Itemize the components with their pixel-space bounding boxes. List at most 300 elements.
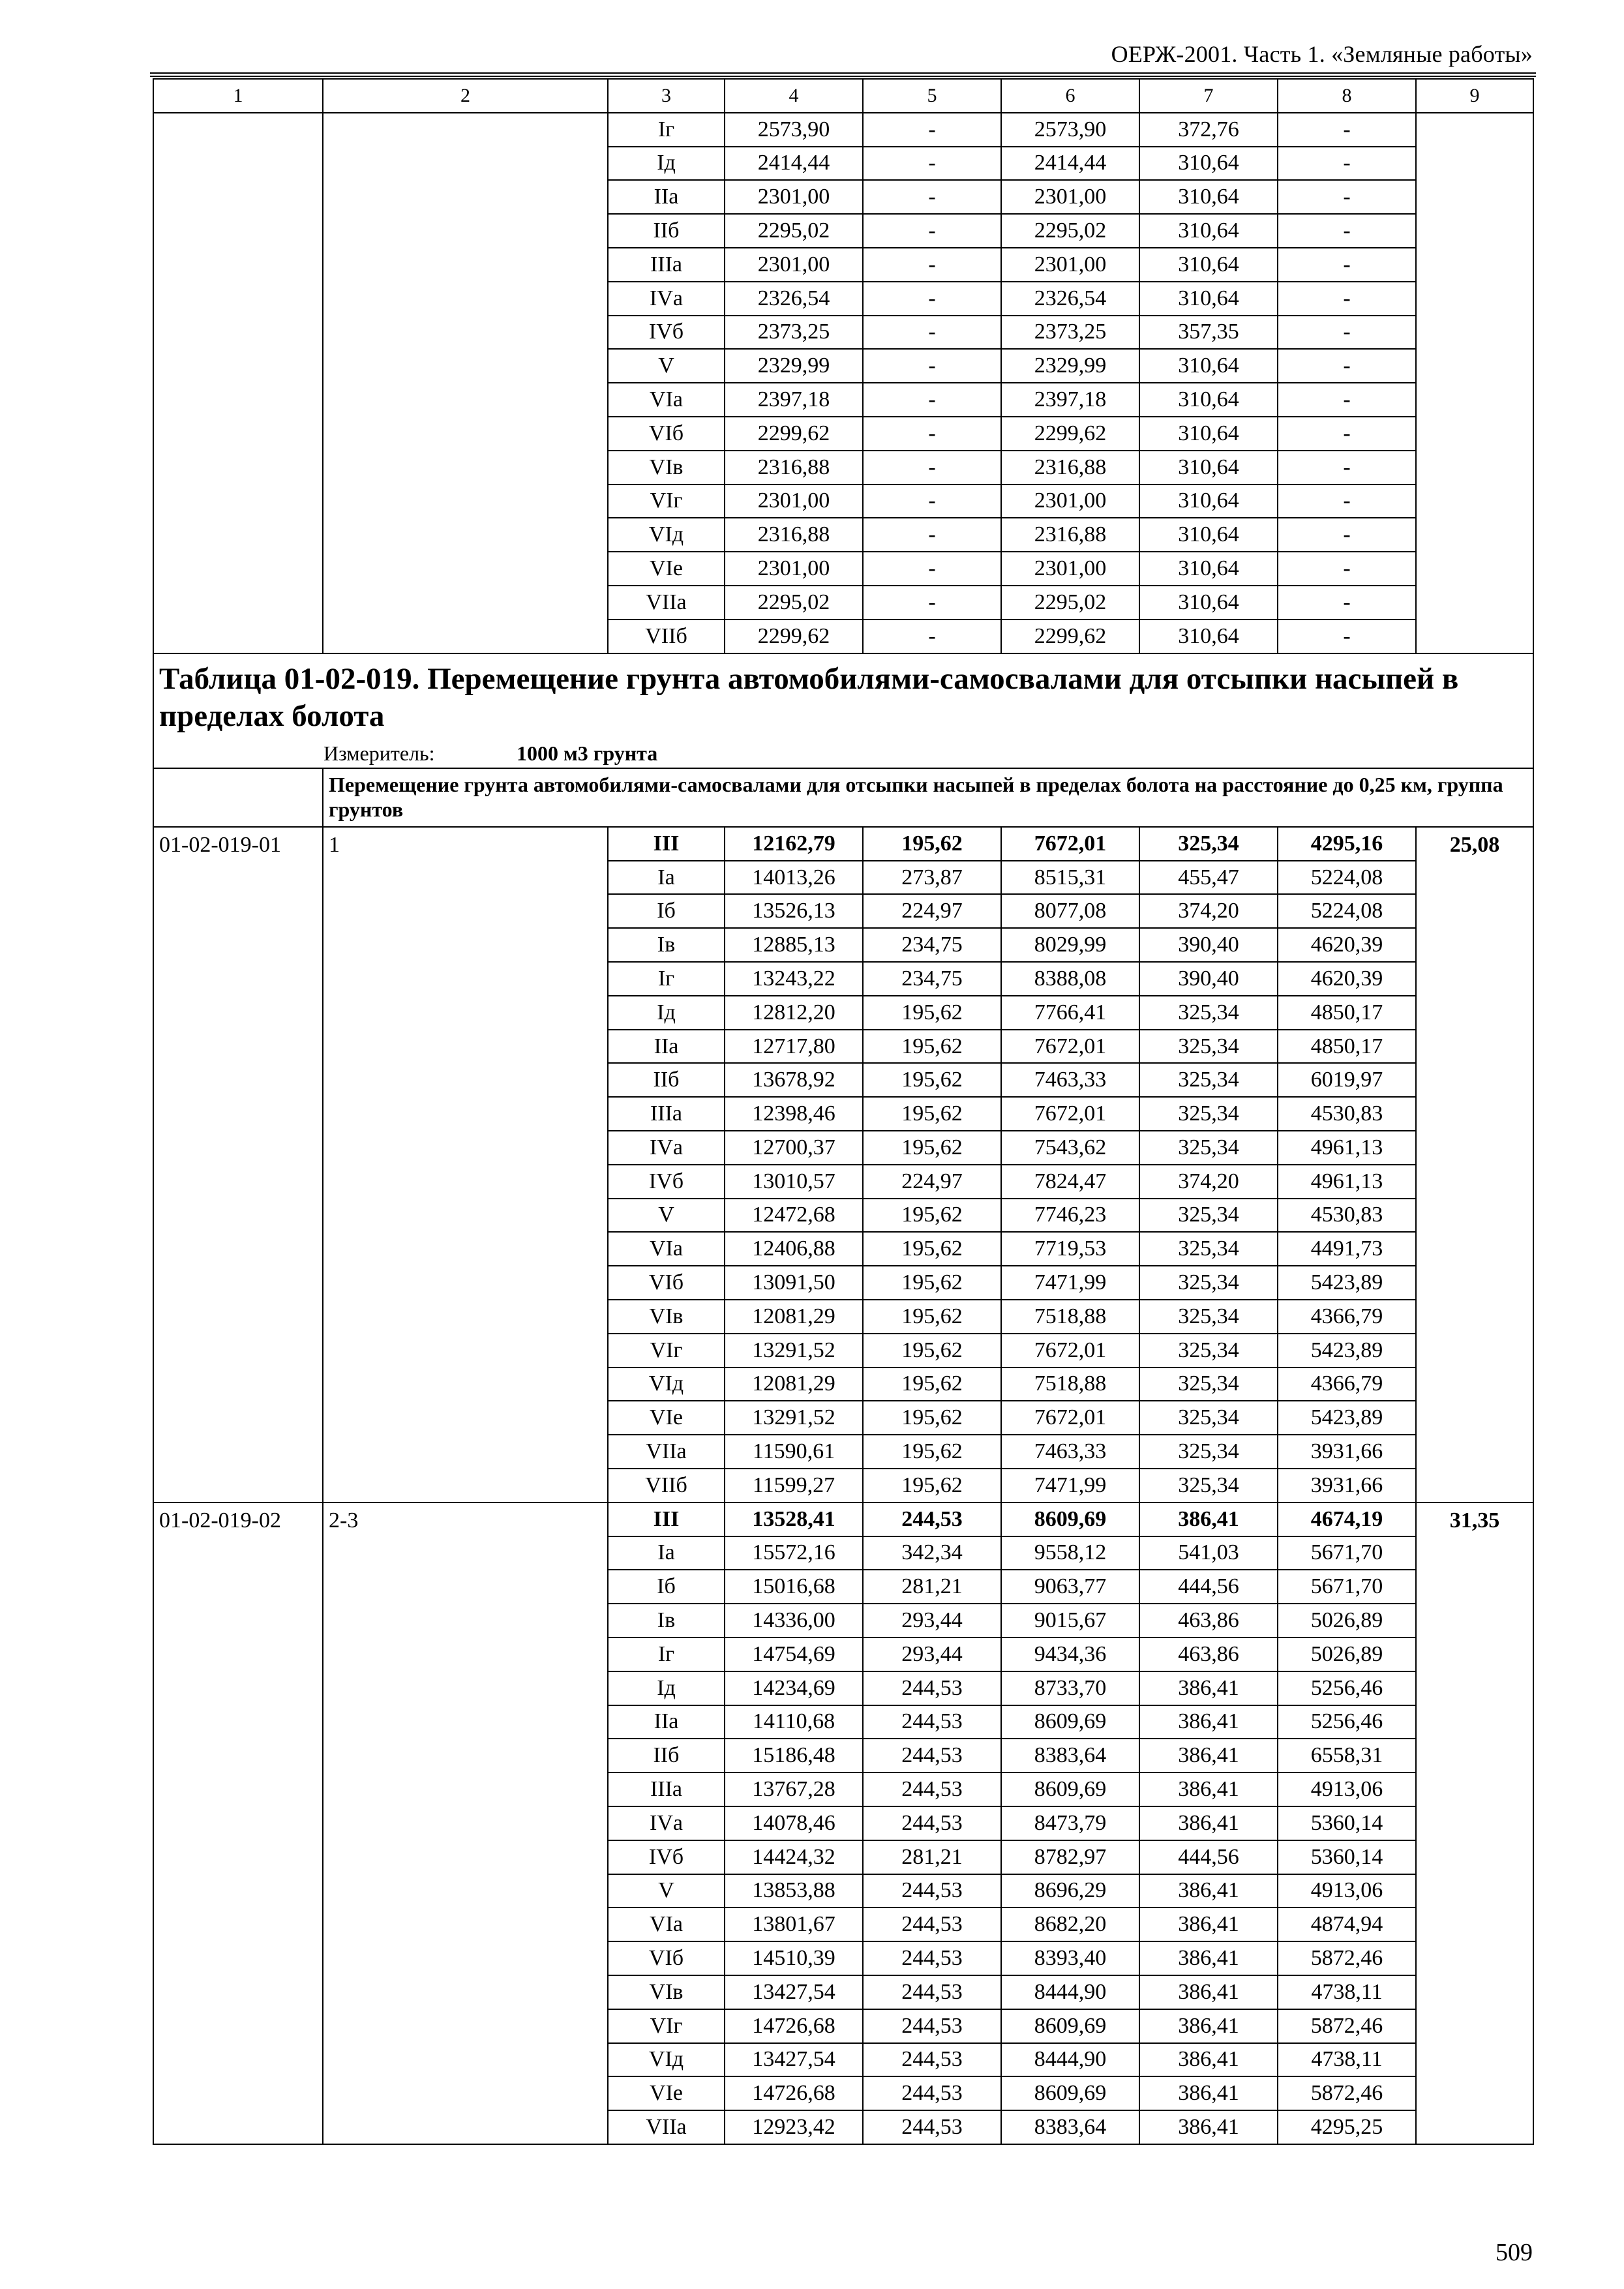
table-cell: - xyxy=(1278,620,1416,653)
table-cell: 2373,25 xyxy=(1001,316,1139,350)
table-cell: 195,62 xyxy=(863,1368,1001,1401)
column-number: 3 xyxy=(608,79,725,113)
table-cell: 8609,69 xyxy=(1001,1773,1139,1806)
table-cell: 386,41 xyxy=(1139,1975,1278,2009)
table-cell: 2299,62 xyxy=(1001,417,1139,451)
table-cell: 444,56 xyxy=(1139,1840,1278,1874)
item-col9: 25,08 xyxy=(1416,827,1533,1503)
table-cell: 5360,14 xyxy=(1278,1840,1416,1874)
item-code: 01-02-019-01 xyxy=(153,827,323,1503)
table-cell: 13427,54 xyxy=(725,2043,863,2077)
table-cell: 5423,89 xyxy=(1278,1266,1416,1300)
table-cell: 541,03 xyxy=(1139,1536,1278,1570)
table-cell: 325,34 xyxy=(1139,1131,1278,1165)
table-cell: 3931,66 xyxy=(1278,1435,1416,1469)
table-cell: IVб xyxy=(608,1165,725,1199)
table-cell: IIIа xyxy=(608,1773,725,1806)
table-cell: Iа xyxy=(608,861,725,895)
table-cell: 386,41 xyxy=(1139,1739,1278,1773)
table-cell: 9434,36 xyxy=(1001,1638,1139,1671)
table-cell: 4738,11 xyxy=(1278,2043,1416,2077)
table-cell: 4366,79 xyxy=(1278,1368,1416,1401)
table-cell: 244,53 xyxy=(863,2009,1001,2043)
table-cell: 4850,17 xyxy=(1278,996,1416,1030)
table-cell: 14726,68 xyxy=(725,2076,863,2110)
table-cell: VIд xyxy=(608,1368,725,1401)
table-cell: - xyxy=(863,485,1001,518)
table-cell: - xyxy=(1278,451,1416,485)
section-heading-row xyxy=(153,768,1533,827)
column-number: 1 xyxy=(153,79,323,113)
table-cell: 2301,00 xyxy=(725,552,863,586)
table-cell: 195,62 xyxy=(863,1334,1001,1368)
table-cell: 12081,29 xyxy=(725,1300,863,1334)
column-number: 2 xyxy=(323,79,608,113)
table-cell: 8733,70 xyxy=(1001,1671,1139,1705)
table-cell: 8388,08 xyxy=(1001,962,1139,996)
table-title-cell xyxy=(153,653,1533,769)
table-cell: 11599,27 xyxy=(725,1469,863,1503)
table-cell: 14234,69 xyxy=(725,1671,863,1705)
table-cell: IIIа xyxy=(608,1097,725,1131)
table-cell: VIд xyxy=(608,518,725,552)
table-cell: 310,64 xyxy=(1139,180,1278,214)
table-cell: 7719,53 xyxy=(1001,1232,1139,1266)
table-cell: 14013,26 xyxy=(725,861,863,895)
table-cell: 325,34 xyxy=(1139,1232,1278,1266)
table-cell: 2301,00 xyxy=(1001,248,1139,282)
table-row xyxy=(153,1503,1533,1536)
table-title-row xyxy=(153,653,1533,769)
table-cell: 195,62 xyxy=(863,1435,1001,1469)
table-cell: VIг xyxy=(608,2009,725,2043)
table-cell: 325,34 xyxy=(1139,1469,1278,1503)
table-cell: 2397,18 xyxy=(1001,383,1139,417)
table-cell: 463,86 xyxy=(1139,1638,1278,1671)
table-cell: - xyxy=(1278,113,1416,147)
table-cell: 310,64 xyxy=(1139,417,1278,451)
table-cell: 12398,46 xyxy=(725,1097,863,1131)
table-cell: 8444,90 xyxy=(1001,1975,1139,2009)
table-cell: 386,41 xyxy=(1139,2110,1278,2144)
table-cell: III xyxy=(608,827,725,861)
table-cell: 5872,46 xyxy=(1278,1941,1416,1975)
table-cell: 9063,77 xyxy=(1001,1570,1139,1604)
table-cell: - xyxy=(863,282,1001,316)
table-cell: VIе xyxy=(608,1401,725,1435)
table-cell: - xyxy=(863,552,1001,586)
table-cell: - xyxy=(1278,417,1416,451)
table-cell: 310,64 xyxy=(1139,383,1278,417)
table-cell: 5360,14 xyxy=(1278,1806,1416,1840)
table-cell: - xyxy=(1278,248,1416,282)
table-cell: 310,64 xyxy=(1139,586,1278,620)
table-cell: 12162,79 xyxy=(725,827,863,861)
table-cell: 310,64 xyxy=(1139,282,1278,316)
table-cell: - xyxy=(1278,485,1416,518)
table-cell: 2295,02 xyxy=(725,214,863,248)
group-cell xyxy=(323,113,608,653)
table-cell: 2373,25 xyxy=(725,316,863,350)
table-cell: 5256,46 xyxy=(1278,1705,1416,1739)
table-cell: VIIа xyxy=(608,2110,725,2144)
table-cell: 195,62 xyxy=(863,1199,1001,1233)
table-cell: - xyxy=(1278,383,1416,417)
table-cell: 244,53 xyxy=(863,1874,1001,1908)
table-cell: - xyxy=(863,349,1001,383)
table-cell: 273,87 xyxy=(863,861,1001,895)
table-cell: - xyxy=(1278,349,1416,383)
table-cell: 7746,23 xyxy=(1001,1199,1139,1233)
table-cell: 7672,01 xyxy=(1001,1030,1139,1064)
table-cell: 8029,99 xyxy=(1001,928,1139,962)
table-cell: 2326,54 xyxy=(725,282,863,316)
table-cell: 2329,99 xyxy=(1001,349,1139,383)
table-cell: 4874,94 xyxy=(1278,1908,1416,1941)
table-cell: VIв xyxy=(608,451,725,485)
table-cell: 325,34 xyxy=(1139,1097,1278,1131)
table-cell: VIг xyxy=(608,485,725,518)
table-cell: 2295,02 xyxy=(725,586,863,620)
table-cell: IIб xyxy=(608,1739,725,1773)
table-cell: 281,21 xyxy=(863,1840,1001,1874)
table-cell: 7672,01 xyxy=(1001,1097,1139,1131)
table-cell: VIв xyxy=(608,1300,725,1334)
table-cell: 310,64 xyxy=(1139,248,1278,282)
table-cell: 244,53 xyxy=(863,2076,1001,2110)
table-cell: 8383,64 xyxy=(1001,1739,1139,1773)
table-cell: 310,64 xyxy=(1139,349,1278,383)
table-cell: 2316,88 xyxy=(1001,518,1139,552)
table-cell: 224,97 xyxy=(863,894,1001,928)
table-cell: 7543,62 xyxy=(1001,1131,1139,1165)
table-cell: 8393,40 xyxy=(1001,1941,1139,1975)
table-cell: 374,20 xyxy=(1139,894,1278,928)
table-cell: 325,34 xyxy=(1139,1334,1278,1368)
column-number: 9 xyxy=(1416,79,1533,113)
table-cell: 13678,92 xyxy=(725,1063,863,1097)
table-cell: IVа xyxy=(608,1806,725,1840)
table-cell: 5256,46 xyxy=(1278,1671,1416,1705)
table-cell: 2299,62 xyxy=(725,620,863,653)
section-empty-cell xyxy=(153,768,323,827)
table-cell: 386,41 xyxy=(1139,2076,1278,2110)
table-cell: Iд xyxy=(608,996,725,1030)
table-cell: 2301,00 xyxy=(1001,552,1139,586)
table-cell: 310,64 xyxy=(1139,214,1278,248)
table-cell: 2326,54 xyxy=(1001,282,1139,316)
table-cell: 6558,31 xyxy=(1278,1739,1416,1773)
table-cell: 195,62 xyxy=(863,1232,1001,1266)
table-cell: - xyxy=(863,518,1001,552)
table-cell: 13853,88 xyxy=(725,1874,863,1908)
column-number-row xyxy=(153,79,1533,113)
table-cell: 5026,89 xyxy=(1278,1638,1416,1671)
running-header: ОЕРЖ-2001. Часть 1. «Земляные работы» xyxy=(1111,41,1533,67)
table-cell: 386,41 xyxy=(1139,1705,1278,1739)
table-cell: 2301,00 xyxy=(725,485,863,518)
table-cell: VIб xyxy=(608,417,725,451)
table-cell: IVа xyxy=(608,1131,725,1165)
table-cell: 386,41 xyxy=(1139,1908,1278,1941)
table-cell: 244,53 xyxy=(863,1705,1001,1739)
table-cell: 372,76 xyxy=(1139,113,1278,147)
table-cell: V xyxy=(608,349,725,383)
table-cell: 4530,83 xyxy=(1278,1199,1416,1233)
table-cell: 2397,18 xyxy=(725,383,863,417)
table-cell: 455,47 xyxy=(1139,861,1278,895)
table-cell: 4295,25 xyxy=(1278,2110,1416,2144)
column-number: 8 xyxy=(1278,79,1416,113)
table-cell: 5224,08 xyxy=(1278,861,1416,895)
table-cell: 2301,00 xyxy=(1001,485,1139,518)
table-cell: Iг xyxy=(608,113,725,147)
table-cell: VIIб xyxy=(608,620,725,653)
table-cell: 293,44 xyxy=(863,1604,1001,1638)
table-cell: 12717,80 xyxy=(725,1030,863,1064)
table-cell: 7518,88 xyxy=(1001,1368,1139,1401)
table-cell: 9015,67 xyxy=(1001,1604,1139,1638)
table-cell: 5671,70 xyxy=(1278,1536,1416,1570)
table-cell: 224,97 xyxy=(863,1165,1001,1199)
table-cell: IIа xyxy=(608,1705,725,1739)
table-cell: 2573,90 xyxy=(725,113,863,147)
table-cell: 310,64 xyxy=(1139,620,1278,653)
table-cell: 390,40 xyxy=(1139,928,1278,962)
table-cell: - xyxy=(863,451,1001,485)
table-cell: 14424,32 xyxy=(725,1840,863,1874)
table-cell: 244,53 xyxy=(863,2043,1001,2077)
table-cell: 195,62 xyxy=(863,1097,1001,1131)
table-cell: 7463,33 xyxy=(1001,1063,1139,1097)
table-cell: 386,41 xyxy=(1139,2043,1278,2077)
table-cell: 325,34 xyxy=(1139,1435,1278,1469)
table-cell: 325,34 xyxy=(1139,1030,1278,1064)
table-cell: IIб xyxy=(608,214,725,248)
table-cell: 15572,16 xyxy=(725,1536,863,1570)
table-cell: 386,41 xyxy=(1139,2009,1278,2043)
table-cell: 14110,68 xyxy=(725,1705,863,1739)
table-cell: 12081,29 xyxy=(725,1368,863,1401)
table-cell: 244,53 xyxy=(863,1806,1001,1840)
table-cell: VIб xyxy=(608,1266,725,1300)
table-cell: VIг xyxy=(608,1334,725,1368)
table-cell: 4961,13 xyxy=(1278,1165,1416,1199)
table-cell: VIд xyxy=(608,2043,725,2077)
table-cell: 14510,39 xyxy=(725,1941,863,1975)
table-cell: 310,64 xyxy=(1139,451,1278,485)
table-cell: 15186,48 xyxy=(725,1739,863,1773)
table-cell: 4366,79 xyxy=(1278,1300,1416,1334)
table-cell: 7518,88 xyxy=(1001,1300,1139,1334)
table-cell: 325,34 xyxy=(1139,1063,1278,1097)
table-cell: 8515,31 xyxy=(1001,861,1139,895)
table-cell: VIIа xyxy=(608,586,725,620)
table-cell: 5224,08 xyxy=(1278,894,1416,928)
table-cell: IVб xyxy=(608,316,725,350)
table-cell: 386,41 xyxy=(1139,1671,1278,1705)
table-cell: 325,34 xyxy=(1139,827,1278,861)
table-cell: 14336,00 xyxy=(725,1604,863,1638)
table-cell: - xyxy=(863,417,1001,451)
table-cell: 4491,73 xyxy=(1278,1232,1416,1266)
table-cell: 12406,88 xyxy=(725,1232,863,1266)
table-cell: Iд xyxy=(608,147,725,181)
page-number: 509 xyxy=(1496,2239,1533,2266)
section-title: Перемещение грунта автомобилями-самосвалами для отсыпки насыпей в пределах болота на расстояние до 0,25 км, группа грунтов xyxy=(323,768,1533,827)
table-cell: 8609,69 xyxy=(1001,1503,1139,1536)
table-cell: VIе xyxy=(608,2076,725,2110)
table-cell: 310,64 xyxy=(1139,147,1278,181)
table-cell: 195,62 xyxy=(863,1063,1001,1097)
table-cell: - xyxy=(1278,214,1416,248)
table-cell: 2414,44 xyxy=(1001,147,1139,181)
table-cell: 244,53 xyxy=(863,1739,1001,1773)
table-cell: V xyxy=(608,1199,725,1233)
table-cell: 4913,06 xyxy=(1278,1773,1416,1806)
table-cell: 244,53 xyxy=(863,1671,1001,1705)
table-cell: 325,34 xyxy=(1139,1199,1278,1233)
table-cell: 2573,90 xyxy=(1001,113,1139,147)
table-cell: 8473,79 xyxy=(1001,1806,1139,1840)
table-cell: 2414,44 xyxy=(725,147,863,181)
table-cell: VIв xyxy=(608,1975,725,2009)
table-cell: 4850,17 xyxy=(1278,1030,1416,1064)
table-cell: 386,41 xyxy=(1139,1874,1278,1908)
table-cell: 195,62 xyxy=(863,827,1001,861)
column-number: 6 xyxy=(1001,79,1139,113)
meter-label: Измеритель: xyxy=(323,741,435,766)
table-cell: 4961,13 xyxy=(1278,1131,1416,1165)
table-cell: VIа xyxy=(608,1232,725,1266)
column-number: 4 xyxy=(725,79,863,113)
table-cell: 8609,69 xyxy=(1001,2009,1139,2043)
table-cell: 2299,62 xyxy=(725,417,863,451)
table-cell: 2301,00 xyxy=(725,180,863,214)
header-rule-top xyxy=(150,72,1536,74)
table-cell: 4295,16 xyxy=(1278,827,1416,861)
col9-cell xyxy=(1416,113,1533,653)
table-cell: 12700,37 xyxy=(725,1131,863,1165)
table-cell: - xyxy=(1278,552,1416,586)
table-title: Таблица 01-02-019. Перемещение грунта автомобилями-самосвалами для отсыпки насыпей в пределах болота xyxy=(159,661,1459,734)
table-cell: 357,35 xyxy=(1139,316,1278,350)
table-cell: 13526,13 xyxy=(725,894,863,928)
table-cell: 7672,01 xyxy=(1001,1334,1139,1368)
table-cell: VIб xyxy=(608,1941,725,1975)
table-cell: 244,53 xyxy=(863,1975,1001,2009)
table-cell: 4620,39 xyxy=(1278,928,1416,962)
table-cell: 386,41 xyxy=(1139,1773,1278,1806)
table-cell: 386,41 xyxy=(1139,1806,1278,1840)
table-cell: 2295,02 xyxy=(1001,214,1139,248)
table-cell: 4530,83 xyxy=(1278,1097,1416,1131)
table-cell: 7463,33 xyxy=(1001,1435,1139,1469)
table-cell: 444,56 xyxy=(1139,1570,1278,1604)
table-cell: 234,75 xyxy=(863,962,1001,996)
table-cell: 8609,69 xyxy=(1001,1705,1139,1739)
table-cell: 8782,97 xyxy=(1001,1840,1139,1874)
table-cell: 12923,42 xyxy=(725,2110,863,2144)
table-cell: 2316,88 xyxy=(725,518,863,552)
table-cell: 13010,57 xyxy=(725,1165,863,1199)
table-cell: 2329,99 xyxy=(725,349,863,383)
table-cell: 281,21 xyxy=(863,1570,1001,1604)
table-cell: 13291,52 xyxy=(725,1401,863,1435)
table-cell: 14754,69 xyxy=(725,1638,863,1671)
item-col9: 31,35 xyxy=(1416,1503,1533,2144)
table-cell: 325,34 xyxy=(1139,1300,1278,1334)
table-cell: 14726,68 xyxy=(725,2009,863,2043)
table-cell: 13243,22 xyxy=(725,962,863,996)
table-cell: 14078,46 xyxy=(725,1806,863,1840)
table-row xyxy=(153,113,1533,147)
table-cell: 195,62 xyxy=(863,1401,1001,1435)
item-group: 2-3 xyxy=(323,1503,608,2144)
table-cell: - xyxy=(863,113,1001,147)
table-cell: - xyxy=(1278,518,1416,552)
table-cell: 6019,97 xyxy=(1278,1063,1416,1097)
table-cell: 13767,28 xyxy=(725,1773,863,1806)
table-cell: 8609,69 xyxy=(1001,2076,1139,2110)
item-code: 01-02-019-02 xyxy=(153,1503,323,2144)
table-cell: 4913,06 xyxy=(1278,1874,1416,1908)
table-cell: 325,34 xyxy=(1139,1266,1278,1300)
table-cell: 7672,01 xyxy=(1001,1401,1139,1435)
table-cell: IIа xyxy=(608,180,725,214)
item-group: 1 xyxy=(323,827,608,1503)
table-cell: 390,40 xyxy=(1139,962,1278,996)
table-cell: 13291,52 xyxy=(725,1334,863,1368)
table-cell: 4620,39 xyxy=(1278,962,1416,996)
table-cell: VIе xyxy=(608,552,725,586)
table-cell: Iв xyxy=(608,1604,725,1638)
table-cell: - xyxy=(1278,180,1416,214)
table-cell: 13091,50 xyxy=(725,1266,863,1300)
table-cell: 8682,20 xyxy=(1001,1908,1139,1941)
table-cell: 4674,19 xyxy=(1278,1503,1416,1536)
table-cell: 2295,02 xyxy=(1001,586,1139,620)
table-cell: 310,64 xyxy=(1139,485,1278,518)
table-cell: 244,53 xyxy=(863,1773,1001,1806)
code-cell xyxy=(153,113,323,653)
column-number: 5 xyxy=(863,79,1001,113)
table-cell: 195,62 xyxy=(863,1030,1001,1064)
table-cell: 8383,64 xyxy=(1001,2110,1139,2144)
table-cell: 5423,89 xyxy=(1278,1334,1416,1368)
table-cell: 244,53 xyxy=(863,1503,1001,1536)
table-cell: 13801,67 xyxy=(725,1908,863,1941)
table-cell: 463,86 xyxy=(1139,1604,1278,1638)
table-cell: 7766,41 xyxy=(1001,996,1139,1030)
table-cell: 244,53 xyxy=(863,2110,1001,2144)
table-cell: 5872,46 xyxy=(1278,2009,1416,2043)
table-cell: Iб xyxy=(608,1570,725,1604)
table-cell: - xyxy=(863,180,1001,214)
table-cell: Iб xyxy=(608,894,725,928)
table-cell: - xyxy=(863,214,1001,248)
table-cell: Iд xyxy=(608,1671,725,1705)
table-cell: 386,41 xyxy=(1139,1503,1278,1536)
table-cell: 12812,20 xyxy=(725,996,863,1030)
table-cell: - xyxy=(1278,147,1416,181)
table-cell: VIа xyxy=(608,1908,725,1941)
table-cell: IIб xyxy=(608,1063,725,1097)
table-cell: - xyxy=(863,316,1001,350)
table-cell: 12472,68 xyxy=(725,1199,863,1233)
table-cell: 7672,01 xyxy=(1001,827,1139,861)
table-cell: 15016,68 xyxy=(725,1570,863,1604)
